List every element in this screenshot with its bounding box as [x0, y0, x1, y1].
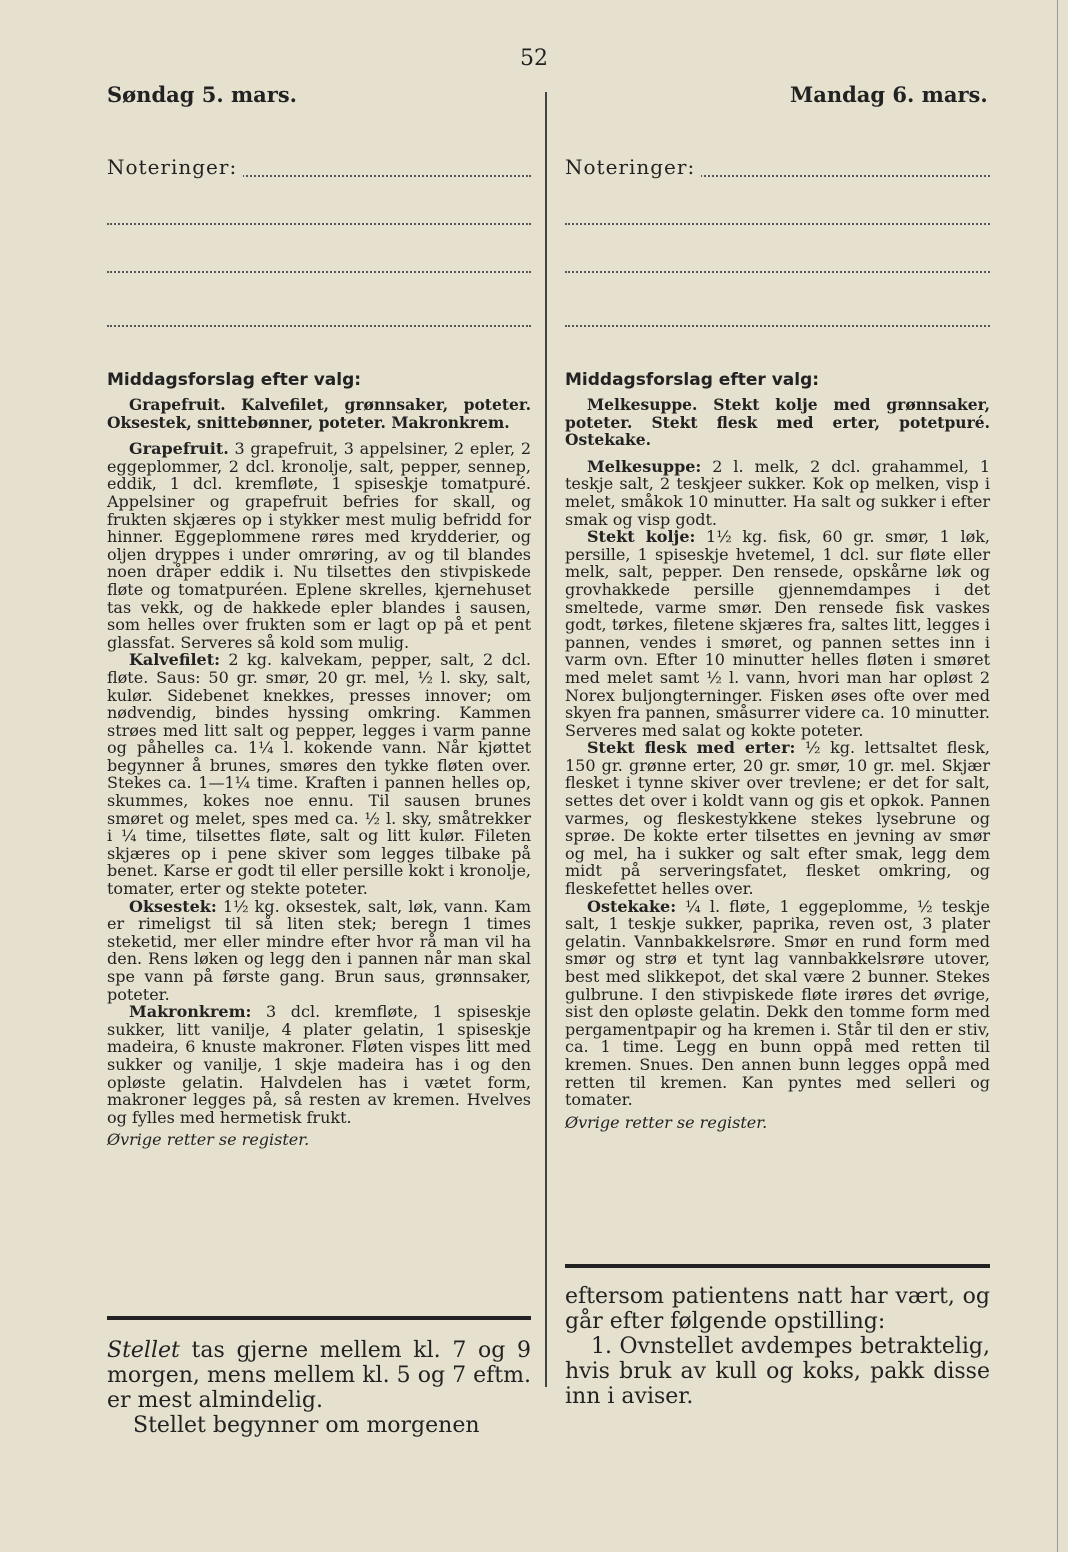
recipe-paragraph: Stekt kolje: 1½ kg. fisk, 60 gr. smør, 1 løk, persille, 1 spiseskje hvetemel, 1 dcl. sur fløte eller melk, salt, pepper. Den rensede, opskårne løk og grovhakkede persille gjennemdampes i det smeltede, varme smør. Den rensede fisk vaskes godt, tørkes, filetene skjæres fra, saltes litt, legges i pannen, vendes i smøret, og pannen settes inn i varm ovn. Efter 10 minutter helles fløten i smøret med melet samt ½ l. vann, hvori man har opløst 2 Norex buljongterninger. Fisken øses ofte over med skyen fra pannen, småsurrer videre ca. 10 minutter. Serveres med salat og kokte poteter. — [565, 527, 991, 740]
menu-summary: Grapefruit. Kalvefilet, grønnsaker, poteter. Oksestek, snittebønner, poteter. Makronkrem. — [107, 395, 531, 432]
suggestion-heading: Middagsforslag efter valg: — [565, 370, 820, 390]
continuation-text — [107, 1338, 531, 1438]
note-line — [107, 223, 531, 225]
note-line — [107, 271, 531, 273]
note-line — [565, 271, 990, 273]
continuation-text — [565, 1284, 990, 1409]
notes-label: Noteringer: — [107, 155, 243, 179]
recipe-paragraph: Ostekake: ¼ l. fløte, 1 eggeplomme, ½ teskje salt, 1 teskje sukker, paprika, reven ost, 3 plater gelatin. Vannbakkelsrøre. Smør en rund form med smør og strø et tynt lag vannbakkelsrøre utover, best med slikkepot, det skal være 2 bunner. Stekes gulbrune. I den stivpiskede fløte irøres det øvrige, sist den opløste gelatin. Dekk den tomme form med pergamentpapir og ha kremen i. Står til den er stiv, ca. 1 time. Legg en bunn oppå med retten til kremen. Snues. Den annen bunn legges oppå med retten til kremen. Kan pyntes med selleri og tomater. — [565, 896, 990, 1110]
recipe-paragraph: Melkesuppe: 2 l. melk, 2 dcl. grahammel, 1 teskje salt, 2 teskjeer sukker. Kok op melken, visp i melet, småkok 10 minutter. Ha salt og sukker i efter smak og visp godt. — [565, 456, 990, 529]
continuation-paragraph: 1. Ovnstellet avdempes betraktelig, hvis bruk av kull og koks, pakk disse inn i aviser. — [565, 1334, 990, 1409]
note-line — [565, 223, 990, 225]
notes-label: Noteringer: — [565, 155, 701, 179]
recipe-paragraph: Oksestek: 1½ kg. oksestek, salt, løk, vann. Kam er rimeligst til så liten stek; beregn 1 times steketid, mer eller mindre efter hvor rå man vil ha den. Rens løken og legg den i pannen når man skal spe vann på første gang. Brun saus, grønnsaker, poteter. — [107, 896, 531, 1004]
recipe-text — [565, 396, 990, 1131]
menu-summary: Melkesuppe. Stekt kolje med grønnsaker, poteter. Stekt flesk med erter, potetpuré. Ostekake. — [565, 395, 990, 450]
notes-section — [107, 155, 531, 179]
section-rule — [565, 1264, 990, 1268]
day-heading-sunday: Søndag 5. mars. — [107, 82, 297, 107]
suggestion-heading: Middagsforslag efter valg: — [107, 370, 362, 390]
continuation-paragraph: Stellet tas gjerne mellem kl. 7 og 9 morgen, mens mellem kl. 5 og 7 eftm. er mest almindelig. — [107, 1338, 531, 1413]
recipe-paragraph: Stekt flesk med erter: ½ kg. lettsaltet flesk, 150 gr. grønne erter, 20 gr. smør, 10 gr. mel. Skjær flesket i tynne skiver over trevlene; er det for salt, settes det over i koldt vann og gis et opkok. Pannen varmes, og fleskestykkene stekes lysebrune og sprøe. De kokte erter tilsettes en jevning av smør og mel, ha i sukker og salt efter smak, legg dem midt på serveringsfatet, flesket omkring, og fleskefettet helles over. — [565, 738, 990, 899]
section-rule — [107, 1316, 531, 1320]
note-line — [107, 325, 531, 327]
page-edge — [1057, 0, 1058, 1552]
other-dishes-note: Øvrige retter se register. — [107, 1130, 310, 1150]
column-divider — [545, 92, 547, 1387]
continuation-paragraph: eftersom patientens natt har vært, og går efter følgende opstilling: — [565, 1284, 990, 1334]
other-dishes-note: Øvrige retter se register. — [565, 1112, 768, 1132]
recipe-paragraph: Makronkrem: 3 dcl. kremfløte, 1 spiseskje sukker, litt vanilje, 4 plater gelatin, 1 spiseskje madeira, 6 knuste makroner. Fløten vispes litt med sukker og vanilje, 1 skje madeira has i og den opløste gelatin. Halvdelen has i vætet form, makroner legges på, så resten av kremen. Hvelves og fylles med hermetisk frukt. — [107, 1002, 531, 1127]
recipe-paragraph: Kalvefilet: 2 kg. kalvekam, pepper, salt, 2 dcl. fløte. Saus: 50 gr. smør, 20 gr. mel, ½ l. sky, salt, kulør. Sidebenet knekkes, presses innover; om nødvendig, bindes hyssing omkring. Kammen strøes med litt salt og pepper, legges i varm panne og påhelles ca. 1¼ l. kokende vann. Når kjøttet begynner å brunes, smøres den tykke fløten over. Stekes ca. 1—1¼ time. Kraften i pannen helles op, skummes, kokes noe ennu. Til sausen brunes smøret og melet, spes med ca. ½ l. sky, småtrekker i ¼ time, tilsettes fløte, salt og litt kulør. Fileten skjæres op i pene skiver som legges tilbake på benet. Karse er godt til eller persille kokt i kronolje, tomater, erter og stekte poteter. — [107, 650, 531, 899]
notes-section — [565, 155, 990, 179]
recipe-paragraph: Grapefruit. 3 grapefruit, 3 appelsiner, 2 epler, 2 eggeplommer, 2 dcl. kronolje, salt, pepper, sennep, eddik, 1 dcl. kremfløte, 1 spiseskje tomatpuré. Appelsiner og grapefruit befries for skall, og frukten skjæres op i stykker mest mulig befridd for hinner. Eggeplommene røres med krydderier, og oljen dryppes i under omrøring, av og til blandes noen dråper eddik i. Nu tilsettes den stivpiskede fløte og tomatpuréen. Eplene skrelles, kjernehuset tas vekk, og de hakkede epler blandes i sausen, som helles over frukten som er lagt op på et pent glassfat. Serveres så kold som mulig. — [107, 439, 531, 652]
note-line — [565, 325, 990, 327]
page-number: 52 — [520, 46, 548, 71]
day-heading-monday: Mandag 6. mars. — [790, 82, 988, 107]
recipe-text — [107, 396, 531, 1149]
continuation-paragraph: Stellet begynner om morgenen — [133, 1413, 480, 1438]
